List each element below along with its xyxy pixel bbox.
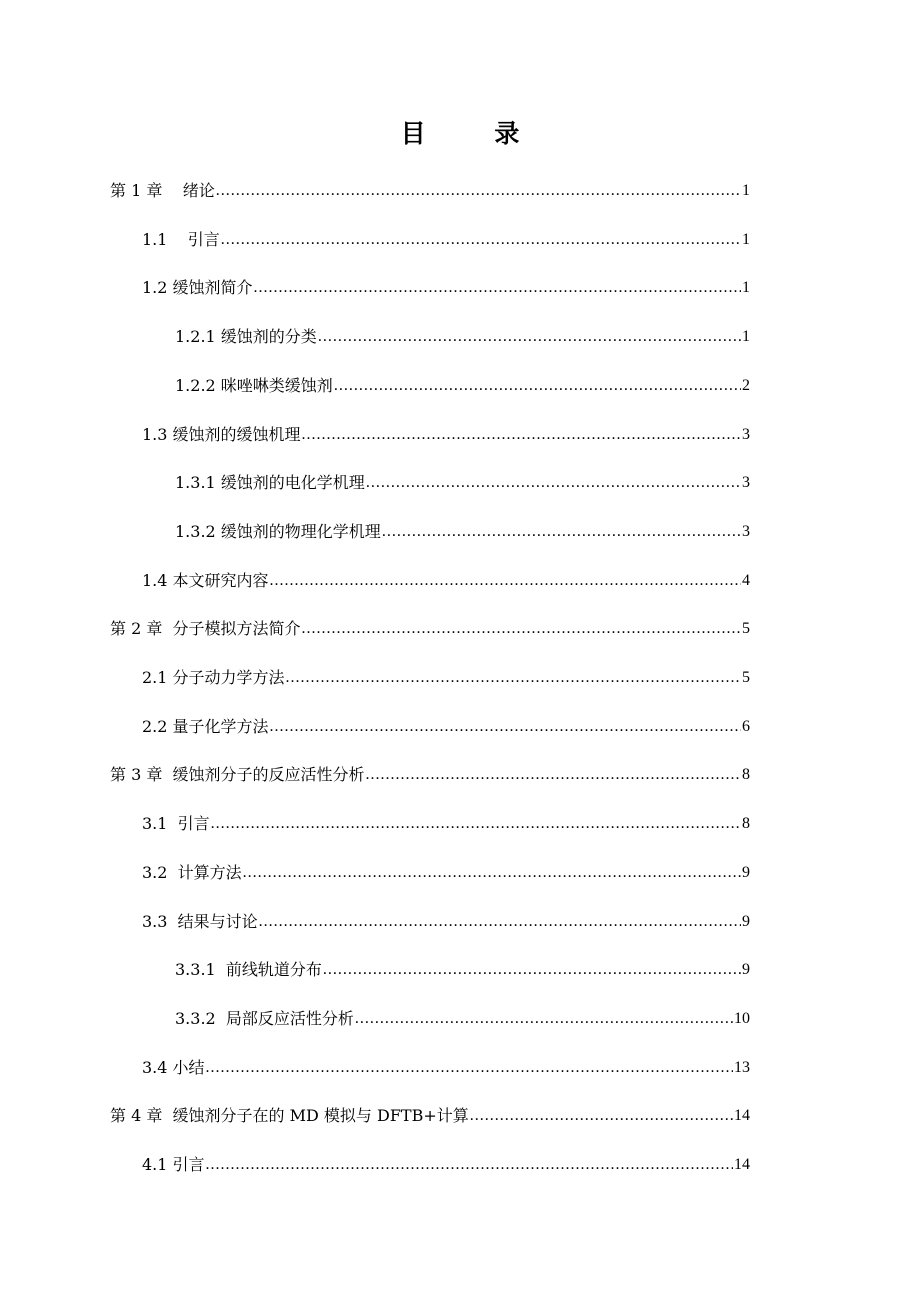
toc-entry-page-number: 9 — [742, 912, 750, 930]
toc-entry-page-number: 2 — [742, 376, 750, 394]
toc-entry-page-number: 1 — [742, 230, 750, 248]
toc-leader-dots — [270, 570, 741, 592]
toc-entry-page-number: 14 — [734, 1156, 750, 1173]
toc-entry-page-number: 3 — [742, 425, 750, 443]
toc-entry-label: 3.3 结果与讨论 — [142, 911, 258, 931]
toc-entry-page-number: 1 — [742, 328, 750, 346]
toc-entry[interactable] — [142, 659, 750, 689]
toc-entry[interactable] — [142, 903, 750, 933]
toc-entry-label: 1.4 本文研究内容 — [142, 570, 269, 590]
toc-entry-label: 第 3 章 缓蚀剂分子的反应活性分析 — [110, 765, 365, 785]
toc-entry-label: 1.2.1 缓蚀剂的分类 — [175, 327, 317, 347]
toc-entry-page-number: 1 — [742, 279, 750, 297]
toc-entry-page-number: 14 — [734, 1107, 750, 1125]
toc-leader-dots — [318, 326, 741, 348]
toc-entry[interactable] — [142, 805, 750, 835]
toc-entry[interactable] — [110, 172, 750, 202]
toc-entry-label: 3.3.1 前线轨道分布 — [175, 960, 322, 980]
toc-leader-dots — [243, 862, 741, 884]
toc-leader-dots — [211, 813, 741, 835]
toc-leader-dots — [206, 1154, 733, 1176]
toc-leader-dots — [259, 911, 741, 933]
toc-entry-page-number: 3 — [742, 474, 750, 492]
toc-entry-label: 4.1 引言 — [142, 1155, 205, 1174]
toc-entry[interactable] — [142, 708, 750, 738]
toc-entry-page-number: 8 — [742, 815, 750, 833]
toc-entry-label: 2.1 分子动力学方法 — [142, 668, 285, 687]
toc-entry-label: 3.2 计算方法 — [142, 862, 242, 882]
toc-entry-label: 1.3 缓蚀剂的缓蚀机理 — [142, 424, 301, 444]
toc-leader-dots — [302, 424, 741, 446]
toc-entry[interactable] — [142, 854, 750, 884]
toc-leader-dots — [216, 180, 741, 202]
toc-leader-dots — [334, 375, 741, 397]
toc-entry-label: 3.1 引言 — [142, 814, 210, 834]
toc-entry[interactable] — [142, 221, 750, 251]
toc-entry-label: 2.2 量子化学方法 — [142, 716, 269, 736]
toc-entry-label: 1.3.1 缓蚀剂的电化学机理 — [175, 473, 365, 493]
toc-entry-label: 第 1 章 绪论 — [110, 181, 215, 200]
toc-leader-dots — [382, 521, 741, 543]
toc-leader-dots — [366, 764, 741, 786]
toc-leader-dots — [355, 1008, 733, 1030]
toc-entry[interactable] — [175, 1000, 750, 1030]
toc-title: 目 录 — [400, 119, 550, 148]
toc-entry[interactable] — [175, 464, 750, 494]
toc-entry[interactable] — [175, 951, 750, 981]
toc-entry[interactable] — [175, 318, 750, 348]
toc-leader-dots — [302, 618, 741, 640]
toc-entry[interactable] — [175, 513, 750, 543]
toc-leader-dots — [366, 472, 741, 494]
toc-entry-label: 1.3.2 缓蚀剂的物理化学机理 — [175, 521, 381, 541]
toc-leader-dots — [221, 229, 741, 251]
toc-entry-page-number: 9 — [742, 863, 750, 881]
toc-entry-page-number: 1 — [742, 182, 750, 199]
toc-leader-dots — [286, 667, 741, 689]
toc-leader-dots — [323, 959, 741, 981]
toc-entry-page-number: 10 — [734, 1009, 750, 1027]
toc-entry-label: 1.2.2 咪唑啉类缓蚀剂 — [175, 375, 333, 395]
toc-entry-label: 第 2 章 分子模拟方法简介 — [110, 619, 301, 639]
toc-entry-label: 3.3.2 局部反应活性分析 — [175, 1008, 354, 1028]
toc-entry-label: 1.2 缓蚀剂简介 — [142, 278, 253, 298]
toc-entry-page-number: 4 — [742, 571, 750, 589]
toc-entry[interactable] — [142, 1049, 750, 1079]
toc-entry-label: 1.1 引言 — [142, 229, 220, 249]
toc-entry-page-number: 6 — [742, 717, 750, 735]
toc-entry-label: 第 4 章 缓蚀剂分子在的 MD 模拟与 DFTB+计算 — [110, 1106, 469, 1126]
toc-entry[interactable] — [142, 269, 750, 299]
toc-entry[interactable] — [110, 610, 750, 640]
toc-leader-dots — [254, 277, 741, 299]
toc-entry[interactable] — [175, 367, 750, 397]
toc-leader-dots — [270, 716, 741, 738]
toc-entry-page-number: 3 — [742, 522, 750, 540]
toc-entry[interactable] — [142, 562, 750, 592]
toc-entry[interactable] — [142, 416, 750, 446]
toc-leader-dots — [206, 1057, 733, 1079]
toc-entry-page-number: 9 — [742, 961, 750, 979]
toc-entry-page-number: 5 — [742, 669, 750, 686]
toc-entry[interactable] — [110, 756, 750, 786]
toc-entry[interactable] — [142, 1146, 750, 1176]
toc-entry-page-number: 5 — [742, 620, 750, 638]
toc-entry-page-number: 8 — [742, 766, 750, 784]
toc-entry-label: 3.4 小结 — [142, 1057, 205, 1077]
toc-entry[interactable] — [110, 1097, 750, 1127]
toc-leader-dots — [470, 1105, 733, 1127]
toc-entry-page-number: 13 — [734, 1058, 750, 1076]
